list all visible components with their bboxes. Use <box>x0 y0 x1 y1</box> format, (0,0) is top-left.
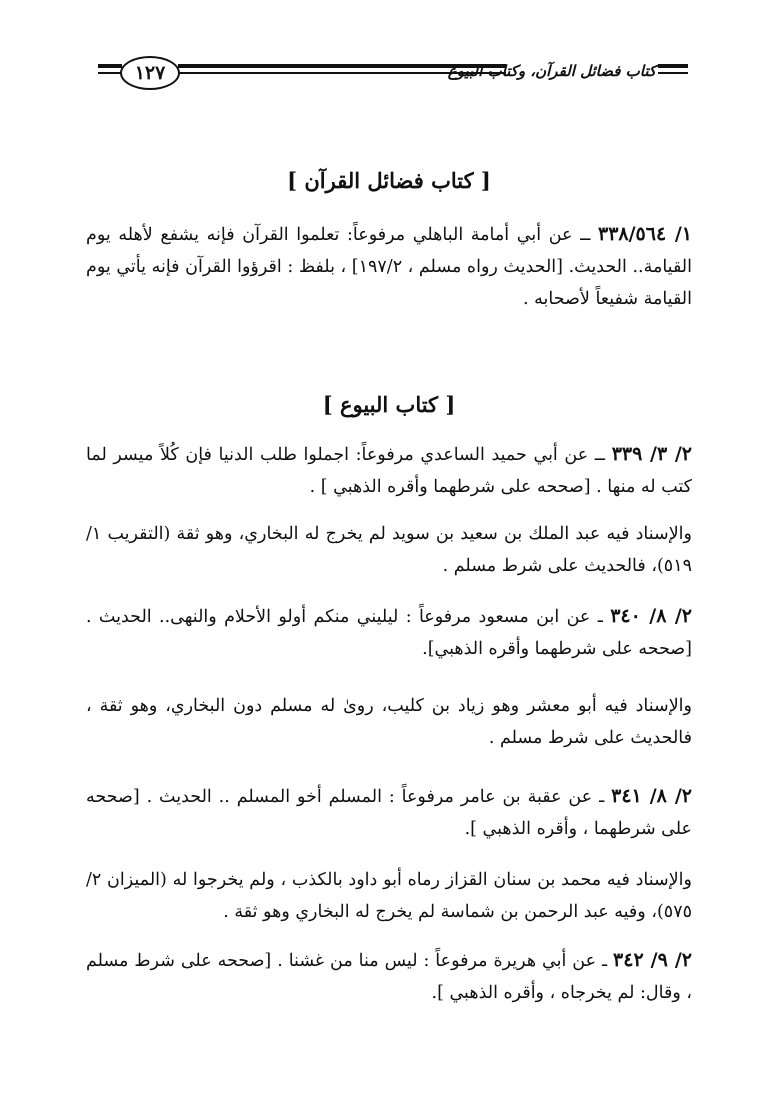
entry-number: ٢/ ٨/ ٣٤٠ <box>610 605 692 627</box>
entry-number: ٢/ ٩/ ٣٤٢ <box>613 949 692 971</box>
entry-text: ــ عن أبي أمامة الباهلي مرفوعاً: تعلموا القرآن فإنه يشفع لأهله يوم القيامة.. الحديث. [الحديث رواه مسلم ، ١٩٧/٢] ، بلفظ : اقرؤوا القرآن فإنه يأتي يوم القيامة شفيعاً لأصحابه . <box>86 225 692 309</box>
entry-text: ـ عن ابن مسعود مرفوعاً : ليليني منكم أولو الأحلام والنهى.. الحديث . [صححه على شرطهما وأقره الذهبي]. <box>86 607 692 659</box>
hadith-entry <box>86 780 692 845</box>
page-number: ١٢٧ <box>120 56 180 90</box>
section-title: [ كتاب البيوع ] <box>322 392 456 417</box>
commentary-paragraph <box>86 518 692 582</box>
hadith-entry <box>86 438 692 503</box>
hadith-entry <box>86 944 692 1009</box>
entry-text: ـ عن أبي هريرة مرفوعاً : ليس منا من غشنا . [صححه على شرط مسلم ، وقال: لم يخرجاه ، وأقره الذهبي ]. <box>86 951 692 1003</box>
running-title: كتاب فضائل القرآن، وكتاب البيوع <box>447 62 656 80</box>
section-title: [ كتاب فضائل القرآن ] <box>287 168 491 193</box>
entry-number: ٢/ ٨/ ٣٤١ <box>611 785 693 807</box>
header-rule <box>658 64 688 74</box>
entry-text: والإسناد فيه أبو معشر وهو زياد بن كليب، روىٰ له مسلم دون البخاري، وهو ثقة ، فالحديث على شرط مسلم . <box>86 696 692 748</box>
commentary-paragraph <box>86 690 692 754</box>
commentary-paragraph <box>86 864 692 928</box>
entry-text: ـ عن عقبة بن عامر مرفوعاً : المسلم أخو المسلم .. الحديث . [صححه على شرطهما ، وأقره الذهبي ]. <box>86 787 692 839</box>
entry-number: ٢/ ٣/ ٣٣٩ <box>611 443 692 465</box>
entry-text: والإسناد فيه عبد الملك بن سعيد بن سويد لم يخرج له البخاري، وهو ثقة (التقريب ١/ ٥١٩)، فالحديث على شرط مسلم . <box>86 524 692 576</box>
entry-text: ــ عن أبي حميد الساعدي مرفوعاً: اجملوا طلب الدنيا فإن كُلاً ميسر لما كتب له منها . [صححه على شرطهما وأقره الذهبي ] . <box>86 445 692 497</box>
running-header <box>98 56 688 96</box>
hadith-entry <box>86 218 692 315</box>
entry-text: والإسناد فيه محمد بن سنان القزاز رماه أبو داود بالكذب ، ولم يخرجوا له (الميزان ٢/ ٥٧٥)، وفيه عبد الرحمن بن شماسة لم يخرج له البخاري وهو ثقة . <box>86 870 692 922</box>
hadith-entry <box>86 600 692 665</box>
entry-number: ١/ ٣٣٨/٥٦٤ <box>597 223 692 245</box>
header-rule <box>98 64 122 74</box>
